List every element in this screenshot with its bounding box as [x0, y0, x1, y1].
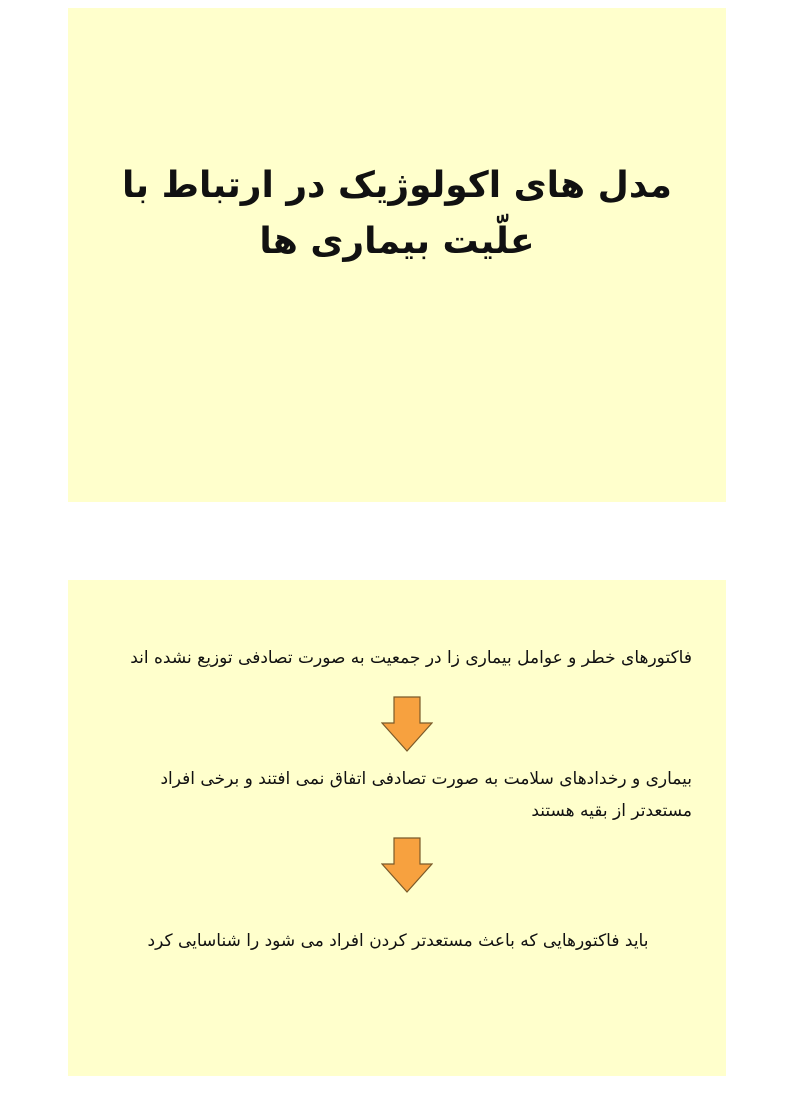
statement-3: باید فاکتورهایی که باعث مستعدتر کردن افراد می شود را شناسایی کرد	[147, 931, 649, 951]
arrow-down-icon	[381, 696, 433, 752]
title-line-1: مدل های اکولوژیک در ارتباط با	[122, 165, 672, 206]
statement-1: فاکتورهای خطر و عوامل بیماری زا در جمعیت به صورت تصادفی توزیع نشده اند	[130, 648, 692, 668]
title-line-2: علّیت بیماری ها	[259, 221, 535, 262]
slide-title	[88, 158, 706, 270]
arrow-down-icon	[381, 837, 433, 893]
statement-2: بیماری و رخدادهای سلامت به صورت تصادفی اتفاق نمی افتند و برخی افراد مستعدتر از بقیه هستند	[160, 769, 692, 821]
title-slide	[68, 8, 726, 502]
content-slide	[68, 580, 726, 1076]
